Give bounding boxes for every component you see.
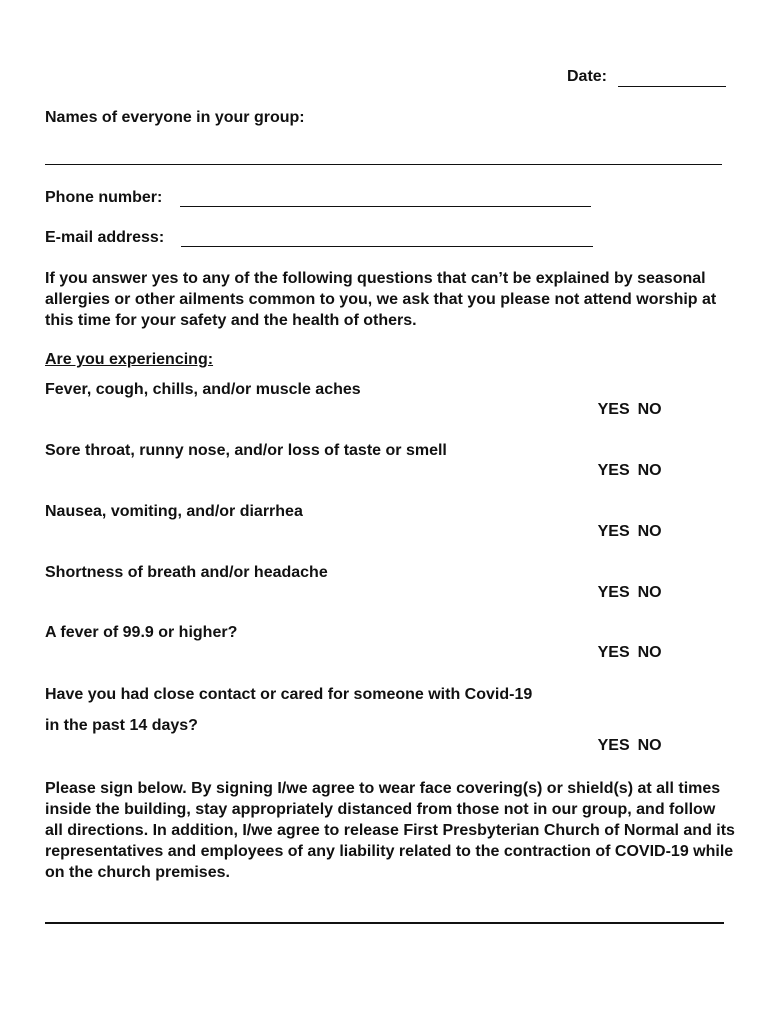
yes-option[interactable]: YES <box>597 462 630 479</box>
question-nausea: Nausea, vomiting, and/or diarrhea <box>45 503 303 520</box>
yes-no-options <box>589 502 662 542</box>
no-option[interactable]: NO <box>637 584 662 601</box>
question-sore-throat: Sore throat, runny nose, and/or loss of taste or smell <box>45 442 447 459</box>
yes-option[interactable]: YES <box>597 584 630 601</box>
instructions-paragraph: If you answer yes to any of the following questions that can’t be explained by seasonal allergies or other ailments common to you, we ask that you please not attend worship at this time for your safety and the health of others. <box>45 270 717 329</box>
question-fever-cough: Fever, cough, chills, and/or muscle aches <box>45 381 361 398</box>
yes-no-options <box>589 563 662 603</box>
signature-line[interactable] <box>45 922 724 924</box>
yes-option[interactable]: YES <box>597 737 630 754</box>
email-field[interactable] <box>181 246 593 247</box>
phone-label: Phone number: <box>45 189 163 206</box>
question-fever-temperature: A fever of 99.9 or higher? <box>45 624 238 641</box>
names-label: Names of everyone in your group: <box>45 109 305 126</box>
no-option[interactable]: NO <box>637 737 662 754</box>
yes-no-options <box>589 623 662 663</box>
agreement-paragraph: Please sign below. By signing I/we agree to wear face covering(s) or shield(s) at all times inside the building, stay appropriately distanced from those not in our group, and follow all directions. In addition, I/we agree to release First Presbyterian Church of Normal and its representatives and employees of any liability related to the contraction of COVID-19 while on the church premises. <box>45 780 735 881</box>
yes-option[interactable]: YES <box>597 644 630 661</box>
no-option[interactable]: NO <box>637 644 662 661</box>
email-label: E-mail address: <box>45 229 165 246</box>
yes-option[interactable]: YES <box>597 401 630 418</box>
no-option[interactable]: NO <box>637 401 662 418</box>
yes-no-options <box>589 441 662 481</box>
names-field[interactable] <box>45 164 722 165</box>
date-field[interactable] <box>618 86 726 87</box>
yes-no-options <box>589 716 662 756</box>
no-option[interactable]: NO <box>637 523 662 540</box>
yes-option[interactable]: YES <box>597 523 630 540</box>
no-option[interactable]: NO <box>637 462 662 479</box>
questions-heading: Are you experiencing: <box>45 351 214 368</box>
yes-no-options <box>589 380 662 420</box>
date-label: Date: <box>567 68 608 85</box>
question-close-contact-line2: in the past 14 days? <box>45 717 198 734</box>
phone-field[interactable] <box>180 206 591 207</box>
question-shortness-of-breath: Shortness of breath and/or headache <box>45 564 328 581</box>
question-close-contact-line1: Have you had close contact or cared for someone with Covid-19 <box>45 686 533 703</box>
